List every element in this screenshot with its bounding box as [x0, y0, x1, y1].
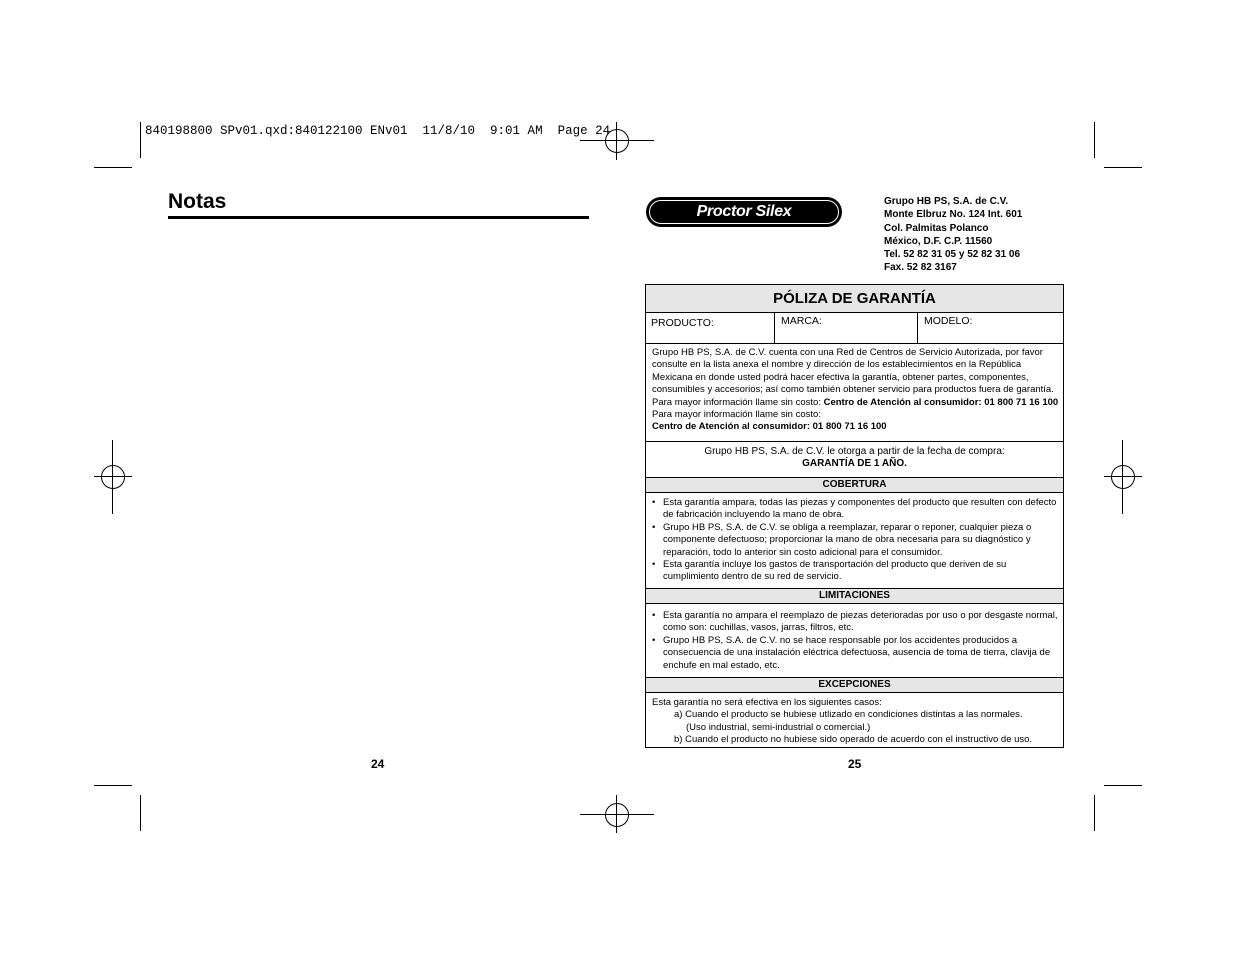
list-item: • Esta garantía ampara, todas las piezas y componentes del producto que resulten con defecto de fabricación incluyendo la mano de obra.: [652, 497, 1062, 522]
crop-mark: [140, 122, 141, 158]
field-marca[interactable]: [775, 312, 918, 343]
address-line: Col. Palmitas Polanco: [884, 222, 989, 234]
crop-mark: [1104, 785, 1142, 786]
field-label: MODELO:: [924, 315, 973, 327]
product-fields: [646, 312, 1063, 344]
divider: [646, 692, 1063, 693]
exception-item: b) Cuando el producto no hubiese sido operado de acuerdo con el instructivo de uso.: [674, 734, 1033, 746]
crop-mark: [1094, 122, 1095, 158]
divider: [646, 603, 1063, 604]
section-header-excepciones: EXCEPCIONES: [646, 678, 1063, 692]
section-header-cobertura: COBERTURA: [646, 478, 1063, 492]
field-label: MARCA:: [781, 315, 822, 327]
list-item: • Esta garantía no ampara el reemplazo de piezas deterioradas por uso o por desgaste normal, como son: cuchillas, vasos, jarras, filtros, etc.: [652, 610, 1062, 635]
service-intro: Grupo HB PS, S.A. de C.V. cuenta con una Red de Centros de Servicio Autorizada, por favor consulte en la lista anexa el nombre y dirección de los establecimientos en la República Mexicana en donde usted podrá hacer efectiva la garantía, obtener partes, componentes, consumibles y accesorios; así como también obtener servicio para productos fuera de garantía. Para mayor información llame sin costo: Centro de Atención al consumidor: 01 800 71 16 100 Para mayor información llame sin costo: Centro de Atención al consumidor: 01 800 71 16 100: [652, 347, 1059, 433]
exceptions-intro: Esta garantía no será efectiva en los siguientes casos:: [652, 697, 882, 708]
crop-mark: [94, 785, 132, 786]
company-address: [884, 195, 1022, 275]
limitations-list: [652, 610, 1062, 672]
warranty-grant: Grupo HB PS, S.A. de C.V. le otorga a partir de la fecha de compra: GARANTÍA DE 1 AÑO.: [704, 446, 1005, 470]
warranty-policy: [645, 284, 1064, 748]
crop-mark: [1104, 167, 1142, 168]
field-label: PRODUCTO:: [651, 317, 714, 329]
address-line: México, D.F. C.P. 11560: [884, 235, 993, 247]
page-title-notas: Notas: [168, 190, 227, 213]
section-header-limitaciones: LIMITACIONES: [646, 589, 1063, 603]
crop-mark: [94, 167, 132, 168]
address-line: Grupo HB PS, S.A. de C.V.: [884, 196, 1009, 207]
address-line: Fax. 52 82 3167: [884, 262, 957, 274]
coverage-list: [652, 497, 1062, 584]
proctor-silex-logo: [646, 197, 842, 227]
page-number-right: 25: [848, 757, 862, 771]
crop-mark: [1094, 795, 1095, 831]
title-rule: [168, 216, 589, 219]
crop-mark: [140, 795, 141, 831]
logo-text: Proctor Silex: [649, 200, 839, 224]
divider: [646, 492, 1063, 493]
list-item: • Grupo HB PS, S.A. de C.V. se obliga a reemplazar, reparar o reponer, cualquier pieza o componente defectuoso; proporcionar la mano de obra necesaria para su diagnóstico y reparación, todo lo anterior sin costo adicional para el consumidor.: [652, 522, 1062, 559]
policy-title: PÓLIZA DE GARANTÍA: [646, 285, 1063, 313]
slug-line: 840198800 SPv01.qxd:840122100 ENv01 11/8/10 9:01 AM Page 24: [145, 124, 611, 138]
list-item: • Esta garantía incluye los gastos de transportación del producto que deriven de su cumplimiento dentro de su red de servicio.: [652, 559, 1062, 584]
list-item: • Grupo HB PS, S.A. de C.V. no se hace responsable por los accidentes producidos a consecuencia de una instalación eléctrica defectuosa, ausencia de toma de tierra, clavija de enchufe en mal estado, etc.: [652, 635, 1062, 672]
page-number-left: 24: [371, 757, 385, 771]
address-line: Tel. 52 82 31 05 y 52 82 31 06: [884, 249, 1021, 261]
divider: [646, 441, 1063, 442]
exceptions-list: [652, 697, 1064, 747]
field-modelo[interactable]: [918, 312, 1064, 343]
field-producto[interactable]: [646, 312, 775, 343]
exception-item: a) Cuando el producto se hubiese utlizado en condiciones distintas a las normales.: [674, 709, 1023, 721]
exception-item: (Uso industrial, semi-industrial o comercial.): [686, 721, 871, 733]
address-line: Monte Elbruz No. 124 Int. 601: [884, 209, 1023, 221]
